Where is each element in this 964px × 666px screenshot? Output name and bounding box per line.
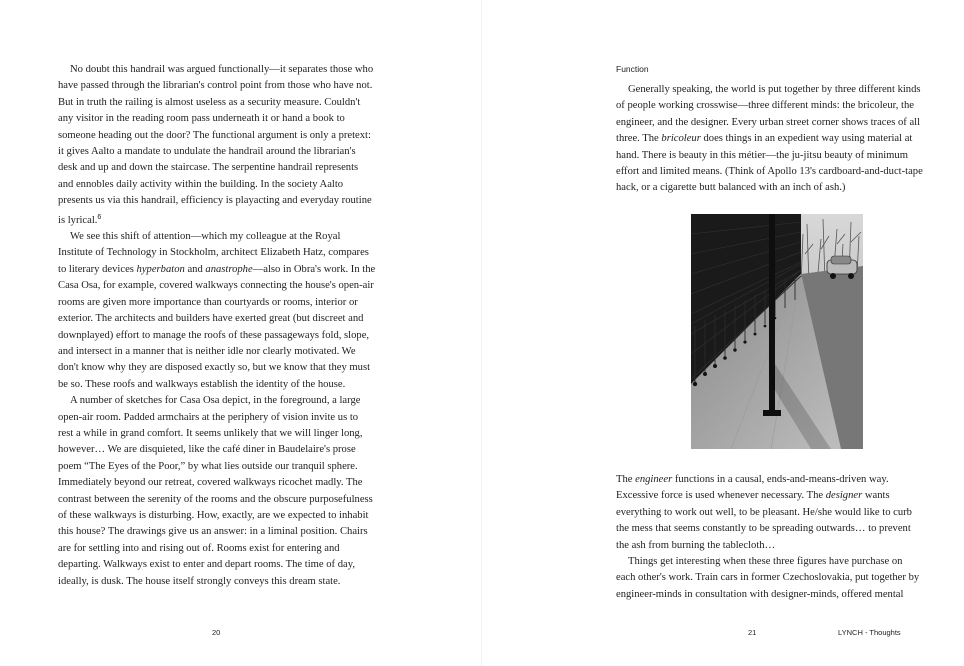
left-paragraph-2: We see this shift of attention—which my colleague at the Royal Institute of Technology in Stockholm, architect Elizabeth Hatz, compares to literary devices hyperbaton and anastrophe—also in Obra's work. In the Casa Osa, for example, covered walkways connecting the house's open-air rooms are given more importance than courtyards or rooms, interior or exterior. The architects and builders have exerted great (but discreet and downplayed) effort to manage the roofs of these passageways fold, slope, and intersect in a manner that is neither idle nor clearly motivated. We don't know why they are disposed exactly so, but we know that they must be so. These roofs and walkways establish the identity of the house. [58, 231, 376, 390]
italic-term: designer [825, 490, 863, 502]
italic-term: bricoleur [661, 133, 701, 145]
section-heading: Function [616, 64, 649, 74]
left-paragraph-3: A number of sketches for Casa Osa depict, in the foreground, a large open-air room. Padded armchairs at the periphery of vision invite us to rest a while in grand comfort. It seems unlikely that we will linger long, however… We are disquieted, like the café diner in Baudelaire's prose poem “The Eyes of the Poor,” by what lies outside our tranquil sphere. Immediately beyond our retreat, covered walkways ricochet madly. The contrast between the serenity of the rooms and the obscure purposefulness of these walkways is disturbing. How, exactly, are we expected to inhabit this house? The drawings give us an answer: in a liminal position. Chairs are for settling into and rising out of. Rooms exist for entering and departing. Walkways exist to enter and depart rooms. The time of day, ideally, is dusk. The house itself strongly conveys this dream state. [58, 395, 373, 587]
right-paragraph-1: Generally speaking, the world is put together by three different kinds of people working crosswise—three different minds: the bricoleur, the engineer, and the designer. Every urban street corner shows traces of all three. The bricoleur does things in an expedient way using material at hand. There is beauty in this métier—the ju-jitsu beauty of minimum effort and limited means. (Think of Apollo 13's cardboard-and-duct-tape hack, or a cigarette butt balanced with an inch of ash.) [616, 84, 923, 194]
right-page [482, 0, 964, 666]
photo-shopping-carts-pole [691, 214, 863, 449]
running-head: LYNCH - Thoughts [838, 628, 901, 637]
right-body-text-top [616, 82, 924, 197]
italic-term: anastrophe [205, 263, 253, 275]
left-paragraph-1: No doubt this handrail was argued functionally—it separates those who have passed through the librarian's control point from those who have not. But in truth the railing is almost useless as a security measure. Couldn't any visitor in the reading room pass underneath it or hand a book to someone heading out the door? The functional argument is only a pretext: it gives Aalto a mandate to undulate the handrail around the librarian's desk and up and down the staircase. The serpentine handrail represents and ennobles daily activity within the building. In the society Aalto presents us via this handrail, efficiency is playacting and everyday routine is lyrical.$^6$ [58, 64, 374, 226]
italic-term: hyperbaton [136, 263, 185, 275]
italic-term: engineer [635, 474, 673, 485]
folio-right: 21 [748, 628, 757, 637]
folio-left: 20 [212, 628, 221, 637]
right-paragraph-2: The engineer functions in a causal, ends-and-means-driven way. Excessive force is used whenever necessary. The designer wants everything to work out well, to be pleasant. He/she would like to curb the mess that seems constantly to be spreading outwards… to prevent the ash from burning the tablecloth… [616, 474, 912, 551]
left-body-text [58, 62, 376, 590]
right-paragraph-3: Things get interesting when these three figures have purchase on each other's work. Train cars in former Czechoslovakia, put together by engineer-minds in consultation with designer-minds, offered mental [616, 556, 920, 600]
right-body-text-bottom [616, 472, 924, 603]
footnote-marker: 6 [97, 213, 102, 221]
